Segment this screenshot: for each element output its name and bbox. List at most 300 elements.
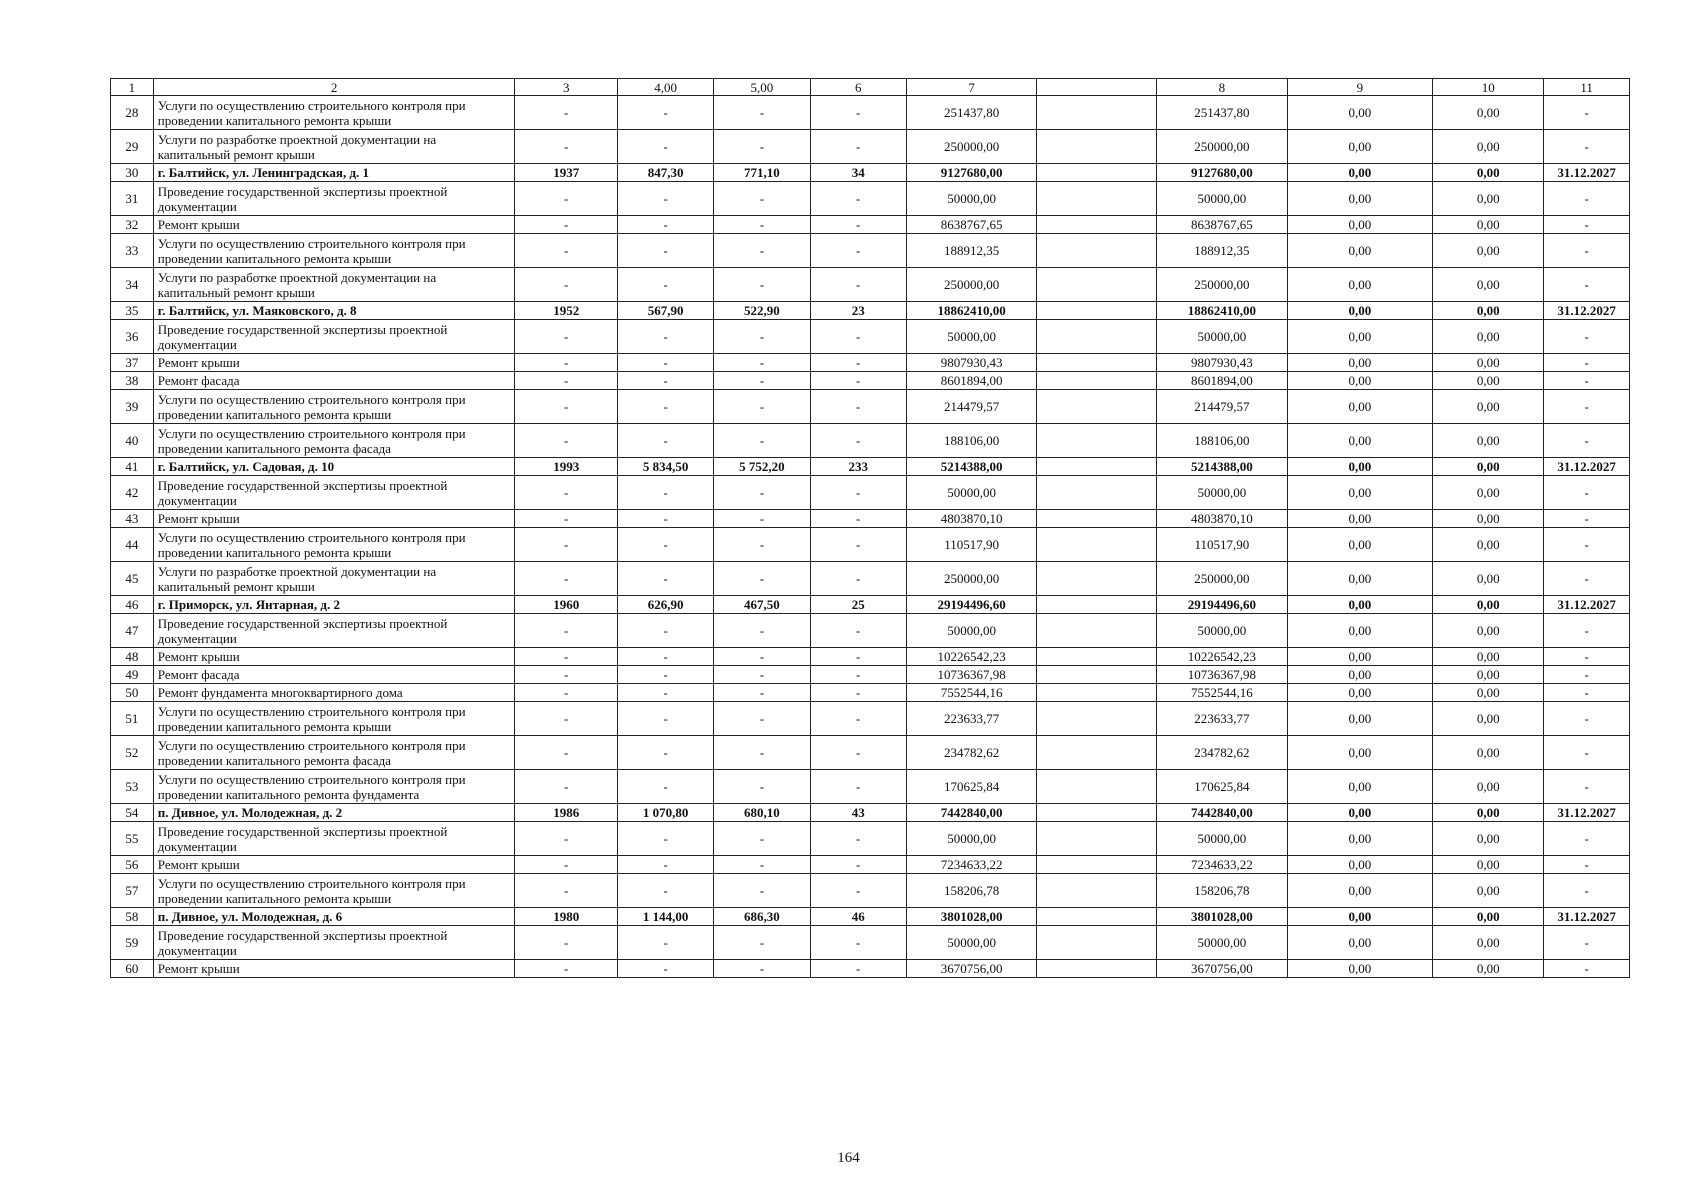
cost-fund: 50000,00: [1157, 182, 1288, 216]
cost-budget: 0,00: [1287, 390, 1432, 424]
cost-fund: 7442840,00: [1157, 804, 1288, 822]
row-description: Услуги по осуществлению строительного контроля при проведении капитального ремонта крыши: [153, 702, 515, 736]
residents-count: 233: [810, 458, 906, 476]
year-built: 1986: [515, 804, 618, 822]
completion-date: -: [1544, 702, 1630, 736]
cost-budget: 0,00: [1287, 702, 1432, 736]
row-number: 58: [111, 908, 154, 926]
cost-total: 50000,00: [906, 926, 1037, 960]
cost-budget: 0,00: [1287, 960, 1432, 978]
total-area: -: [618, 130, 714, 164]
cost-total: 7234633,22: [906, 856, 1037, 874]
table-row: [111, 770, 1630, 804]
spacer-cell: [1037, 822, 1157, 856]
residents-count: -: [810, 822, 906, 856]
spacer-cell: [1037, 702, 1157, 736]
year-built: -: [515, 562, 618, 596]
row-number: 49: [111, 666, 154, 684]
row-description: Ремонт фундамента многоквартирного дома: [153, 684, 515, 702]
residents-count: -: [810, 510, 906, 528]
living-area: -: [714, 234, 810, 268]
row-number: 41: [111, 458, 154, 476]
residents-count: -: [810, 476, 906, 510]
year-built: 1993: [515, 458, 618, 476]
row-description: Услуги по осуществлению строительного контроля при проведении капитального ремонта крыши: [153, 874, 515, 908]
total-area: -: [618, 666, 714, 684]
cost-budget: 0,00: [1287, 596, 1432, 614]
total-area: -: [618, 96, 714, 130]
table-row: [111, 666, 1630, 684]
cost-budget: 0,00: [1287, 614, 1432, 648]
cost-total: 50000,00: [906, 476, 1037, 510]
cost-budget: 0,00: [1287, 528, 1432, 562]
total-area: -: [618, 874, 714, 908]
cost-total: 110517,90: [906, 528, 1037, 562]
completion-date: 31.12.2027: [1544, 804, 1630, 822]
residents-count: -: [810, 528, 906, 562]
cost-fund: 170625,84: [1157, 770, 1288, 804]
living-area: -: [714, 372, 810, 390]
cost-fund: 250000,00: [1157, 130, 1288, 164]
cost-budget: 0,00: [1287, 926, 1432, 960]
cost-fund: 250000,00: [1157, 268, 1288, 302]
row-number: 53: [111, 770, 154, 804]
cost-fund: 188912,35: [1157, 234, 1288, 268]
cost-owners: 0,00: [1433, 666, 1544, 684]
cost-budget: 0,00: [1287, 856, 1432, 874]
completion-date: -: [1544, 182, 1630, 216]
header-cell: [1037, 79, 1157, 96]
living-area: -: [714, 874, 810, 908]
residents-count: -: [810, 390, 906, 424]
table-row: [111, 562, 1630, 596]
cost-owners: 0,00: [1433, 302, 1544, 320]
completion-date: -: [1544, 424, 1630, 458]
spacer-cell: [1037, 354, 1157, 372]
table-row: [111, 234, 1630, 268]
spacer-cell: [1037, 216, 1157, 234]
year-built: -: [515, 960, 618, 978]
row-number: 60: [111, 960, 154, 978]
total-area: -: [618, 856, 714, 874]
spacer-cell: [1037, 684, 1157, 702]
table-row: [111, 390, 1630, 424]
row-number: 35: [111, 302, 154, 320]
total-area: -: [618, 926, 714, 960]
cost-fund: 18862410,00: [1157, 302, 1288, 320]
completion-date: -: [1544, 926, 1630, 960]
cost-budget: 0,00: [1287, 562, 1432, 596]
living-area: -: [714, 130, 810, 164]
table-row: [111, 354, 1630, 372]
row-description: Проведение государственной экспертизы проектной документации: [153, 476, 515, 510]
living-area: -: [714, 926, 810, 960]
year-built: -: [515, 182, 618, 216]
year-built: -: [515, 424, 618, 458]
spacer-cell: [1037, 268, 1157, 302]
cost-fund: 50000,00: [1157, 614, 1288, 648]
completion-date: -: [1544, 476, 1630, 510]
cost-fund: 214479,57: [1157, 390, 1288, 424]
spacer-cell: [1037, 926, 1157, 960]
residents-count: -: [810, 648, 906, 666]
living-area: -: [714, 390, 810, 424]
completion-date: -: [1544, 130, 1630, 164]
cost-budget: 0,00: [1287, 424, 1432, 458]
row-number: 47: [111, 614, 154, 648]
cost-total: 188106,00: [906, 424, 1037, 458]
year-built: -: [515, 822, 618, 856]
row-description: Ремонт крыши: [153, 856, 515, 874]
cost-owners: 0,00: [1433, 476, 1544, 510]
residents-count: 43: [810, 804, 906, 822]
cost-fund: 50000,00: [1157, 926, 1288, 960]
residents-count: 46: [810, 908, 906, 926]
living-area: -: [714, 182, 810, 216]
row-number: 29: [111, 130, 154, 164]
completion-date: -: [1544, 960, 1630, 978]
year-built: -: [515, 874, 618, 908]
table-row: [111, 648, 1630, 666]
row-description: Ремонт крыши: [153, 960, 515, 978]
cost-total: 18862410,00: [906, 302, 1037, 320]
cost-fund: 8601894,00: [1157, 372, 1288, 390]
spacer-cell: [1037, 666, 1157, 684]
cost-total: 158206,78: [906, 874, 1037, 908]
spacer-cell: [1037, 614, 1157, 648]
header-cell: 9: [1287, 79, 1432, 96]
cost-budget: 0,00: [1287, 164, 1432, 182]
residents-count: -: [810, 96, 906, 130]
total-area: -: [618, 770, 714, 804]
cost-budget: 0,00: [1287, 648, 1432, 666]
row-number: 59: [111, 926, 154, 960]
completion-date: -: [1544, 666, 1630, 684]
cost-owners: 0,00: [1433, 390, 1544, 424]
cost-fund: 9807930,43: [1157, 354, 1288, 372]
cost-fund: 7234633,22: [1157, 856, 1288, 874]
total-area: 567,90: [618, 302, 714, 320]
spacer-cell: [1037, 874, 1157, 908]
table-row: [111, 182, 1630, 216]
row-number: 54: [111, 804, 154, 822]
spacer-cell: [1037, 458, 1157, 476]
cost-budget: 0,00: [1287, 822, 1432, 856]
completion-date: -: [1544, 770, 1630, 804]
completion-date: -: [1544, 268, 1630, 302]
document-sheet: [110, 78, 1630, 978]
residents-count: -: [810, 268, 906, 302]
living-area: -: [714, 702, 810, 736]
row-description: Услуги по осуществлению строительного контроля при проведении капитального ремонта крыши: [153, 390, 515, 424]
residents-count: -: [810, 424, 906, 458]
spacer-cell: [1037, 856, 1157, 874]
spacer-cell: [1037, 596, 1157, 614]
header-cell: 6: [810, 79, 906, 96]
cost-total: 29194496,60: [906, 596, 1037, 614]
completion-date: -: [1544, 614, 1630, 648]
year-built: -: [515, 770, 618, 804]
cost-owners: 0,00: [1433, 424, 1544, 458]
completion-date: -: [1544, 874, 1630, 908]
completion-date: -: [1544, 510, 1630, 528]
cost-budget: 0,00: [1287, 804, 1432, 822]
residents-count: -: [810, 666, 906, 684]
cost-budget: 0,00: [1287, 130, 1432, 164]
total-area: 1 070,80: [618, 804, 714, 822]
residents-count: -: [810, 960, 906, 978]
cost-fund: 50000,00: [1157, 822, 1288, 856]
spacer-cell: [1037, 130, 1157, 164]
cost-fund: 29194496,60: [1157, 596, 1288, 614]
table-row: [111, 96, 1630, 130]
row-description: г. Приморск, ул. Янтарная, д. 2: [153, 596, 515, 614]
cost-owners: 0,00: [1433, 648, 1544, 666]
row-number: 48: [111, 648, 154, 666]
table-row: [111, 856, 1630, 874]
cost-budget: 0,00: [1287, 476, 1432, 510]
cost-budget: 0,00: [1287, 874, 1432, 908]
total-area: -: [618, 216, 714, 234]
completion-date: -: [1544, 234, 1630, 268]
year-built: -: [515, 354, 618, 372]
column-number-header: [111, 79, 1630, 96]
table-row: [111, 736, 1630, 770]
cost-budget: 0,00: [1287, 268, 1432, 302]
cost-total: 3801028,00: [906, 908, 1037, 926]
page-number: 164: [837, 1150, 860, 1166]
cost-owners: 0,00: [1433, 458, 1544, 476]
row-number: 50: [111, 684, 154, 702]
row-description: Услуги по разработке проектной документации на капитальный ремонт крыши: [153, 130, 515, 164]
total-area: -: [618, 702, 714, 736]
row-description: Проведение государственной экспертизы проектной документации: [153, 320, 515, 354]
spacer-cell: [1037, 320, 1157, 354]
total-area: -: [618, 528, 714, 562]
completion-date: -: [1544, 372, 1630, 390]
year-built: -: [515, 234, 618, 268]
row-description: Ремонт крыши: [153, 354, 515, 372]
year-built: 1937: [515, 164, 618, 182]
residents-count: 23: [810, 302, 906, 320]
header-cell: 11: [1544, 79, 1630, 96]
year-built: -: [515, 684, 618, 702]
repair-schedule-table: [110, 78, 1630, 978]
residents-count: -: [810, 856, 906, 874]
header-cell: 7: [906, 79, 1037, 96]
living-area: -: [714, 268, 810, 302]
row-description: Услуги по осуществлению строительного контроля при проведении капитального ремонта крыши: [153, 234, 515, 268]
residents-count: -: [810, 926, 906, 960]
address-row: [111, 302, 1630, 320]
spacer-cell: [1037, 390, 1157, 424]
completion-date: -: [1544, 856, 1630, 874]
cost-total: 250000,00: [906, 268, 1037, 302]
cost-fund: 5214388,00: [1157, 458, 1288, 476]
year-built: -: [515, 320, 618, 354]
cost-owners: 0,00: [1433, 804, 1544, 822]
row-description: Услуги по осуществлению строительного контроля при проведении капитального ремонта фасада: [153, 424, 515, 458]
row-number: 44: [111, 528, 154, 562]
year-built: -: [515, 476, 618, 510]
total-area: 847,30: [618, 164, 714, 182]
address-row: [111, 164, 1630, 182]
cost-budget: 0,00: [1287, 182, 1432, 216]
living-area: -: [714, 666, 810, 684]
cost-fund: 50000,00: [1157, 476, 1288, 510]
year-built: -: [515, 648, 618, 666]
living-area: -: [714, 96, 810, 130]
spacer-cell: [1037, 164, 1157, 182]
total-area: -: [618, 736, 714, 770]
table-row: [111, 476, 1630, 510]
living-area: 771,10: [714, 164, 810, 182]
residents-count: -: [810, 874, 906, 908]
cost-budget: 0,00: [1287, 320, 1432, 354]
row-description: Проведение государственной экспертизы проектной документации: [153, 822, 515, 856]
completion-date: -: [1544, 648, 1630, 666]
row-description: г. Балтийск, ул. Садовая, д. 10: [153, 458, 515, 476]
row-number: 36: [111, 320, 154, 354]
total-area: -: [618, 648, 714, 666]
living-area: -: [714, 648, 810, 666]
living-area: 686,30: [714, 908, 810, 926]
row-number: 37: [111, 354, 154, 372]
table-row: [111, 510, 1630, 528]
living-area: -: [714, 476, 810, 510]
cost-owners: 0,00: [1433, 856, 1544, 874]
total-area: -: [618, 822, 714, 856]
row-description: Проведение государственной экспертизы проектной документации: [153, 926, 515, 960]
total-area: -: [618, 562, 714, 596]
cost-owners: 0,00: [1433, 164, 1544, 182]
row-number: 57: [111, 874, 154, 908]
living-area: -: [714, 856, 810, 874]
row-number: 43: [111, 510, 154, 528]
spacer-cell: [1037, 234, 1157, 268]
table-body: [111, 96, 1630, 978]
cost-fund: 158206,78: [1157, 874, 1288, 908]
total-area: -: [618, 684, 714, 702]
cost-owners: 0,00: [1433, 822, 1544, 856]
living-area: -: [714, 960, 810, 978]
row-description: п. Дивное, ул. Молодежная, д. 6: [153, 908, 515, 926]
cost-fund: 9127680,00: [1157, 164, 1288, 182]
row-description: Проведение государственной экспертизы проектной документации: [153, 182, 515, 216]
cost-owners: 0,00: [1433, 372, 1544, 390]
living-area: 5 752,20: [714, 458, 810, 476]
completion-date: -: [1544, 96, 1630, 130]
row-description: Ремонт фасада: [153, 666, 515, 684]
living-area: -: [714, 510, 810, 528]
spacer-cell: [1037, 960, 1157, 978]
header-cell: 2: [153, 79, 515, 96]
completion-date: -: [1544, 736, 1630, 770]
row-description: Услуги по разработке проектной документации на капитальный ремонт крыши: [153, 268, 515, 302]
total-area: -: [618, 614, 714, 648]
residents-count: -: [810, 234, 906, 268]
living-area: 680,10: [714, 804, 810, 822]
cost-total: 50000,00: [906, 182, 1037, 216]
cost-budget: 0,00: [1287, 96, 1432, 130]
row-description: Услуги по осуществлению строительного контроля при проведении капитального ремонта крыши: [153, 528, 515, 562]
address-row: [111, 908, 1630, 926]
year-built: -: [515, 96, 618, 130]
cost-fund: 3670756,00: [1157, 960, 1288, 978]
cost-fund: 10736367,98: [1157, 666, 1288, 684]
residents-count: 25: [810, 596, 906, 614]
cost-total: 214479,57: [906, 390, 1037, 424]
residents-count: -: [810, 320, 906, 354]
year-built: -: [515, 702, 618, 736]
row-description: Ремонт крыши: [153, 510, 515, 528]
year-built: 1952: [515, 302, 618, 320]
year-built: -: [515, 268, 618, 302]
year-built: -: [515, 736, 618, 770]
cost-total: 50000,00: [906, 320, 1037, 354]
cost-budget: 0,00: [1287, 354, 1432, 372]
cost-owners: 0,00: [1433, 596, 1544, 614]
cost-budget: 0,00: [1287, 372, 1432, 390]
row-description: п. Дивное, ул. Молодежная, д. 2: [153, 804, 515, 822]
living-area: -: [714, 736, 810, 770]
cost-total: 3670756,00: [906, 960, 1037, 978]
cost-fund: 250000,00: [1157, 562, 1288, 596]
cost-owners: 0,00: [1433, 182, 1544, 216]
cost-fund: 110517,90: [1157, 528, 1288, 562]
table-row: [111, 372, 1630, 390]
row-number: 52: [111, 736, 154, 770]
table-row: [111, 130, 1630, 164]
residents-count: -: [810, 130, 906, 164]
cost-owners: 0,00: [1433, 926, 1544, 960]
row-number: 42: [111, 476, 154, 510]
header-cell: 1: [111, 79, 154, 96]
header-cell: 10: [1433, 79, 1544, 96]
completion-date: 31.12.2027: [1544, 164, 1630, 182]
total-area: 5 834,50: [618, 458, 714, 476]
completion-date: -: [1544, 354, 1630, 372]
cost-owners: 0,00: [1433, 908, 1544, 926]
cost-fund: 50000,00: [1157, 320, 1288, 354]
total-area: -: [618, 390, 714, 424]
row-description: Услуги по разработке проектной документации на капитальный ремонт крыши: [153, 562, 515, 596]
year-built: -: [515, 390, 618, 424]
cost-budget: 0,00: [1287, 510, 1432, 528]
cost-budget: 0,00: [1287, 302, 1432, 320]
cost-total: 5214388,00: [906, 458, 1037, 476]
cost-owners: 0,00: [1433, 130, 1544, 164]
completion-date: -: [1544, 390, 1630, 424]
spacer-cell: [1037, 510, 1157, 528]
cost-total: 188912,35: [906, 234, 1037, 268]
total-area: -: [618, 476, 714, 510]
row-description: Услуги по осуществлению строительного контроля при проведении капитального ремонта крыши: [153, 96, 515, 130]
residents-count: -: [810, 770, 906, 804]
cost-total: 234782,62: [906, 736, 1037, 770]
completion-date: -: [1544, 528, 1630, 562]
header-cell: 5,00: [714, 79, 810, 96]
completion-date: 31.12.2027: [1544, 458, 1630, 476]
completion-date: -: [1544, 562, 1630, 596]
table-row: [111, 424, 1630, 458]
total-area: -: [618, 510, 714, 528]
spacer-cell: [1037, 908, 1157, 926]
row-description: г. Балтийск, ул. Маяковского, д. 8: [153, 302, 515, 320]
total-area: -: [618, 268, 714, 302]
cost-budget: 0,00: [1287, 770, 1432, 804]
row-number: 51: [111, 702, 154, 736]
